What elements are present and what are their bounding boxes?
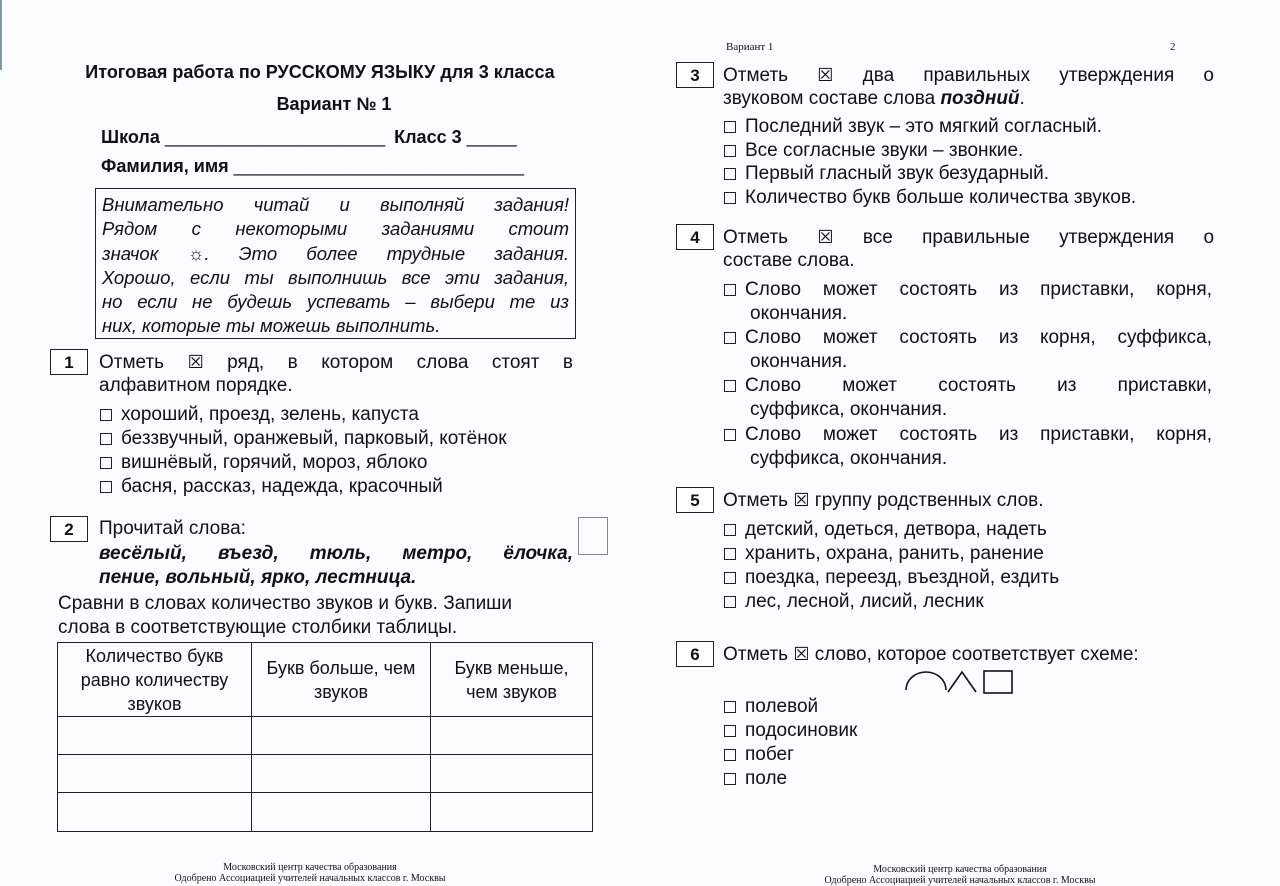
table-row [58, 717, 593, 755]
checkbox-icon[interactable] [724, 596, 736, 608]
q3-keyword: поздний [940, 88, 1020, 109]
header-line: чем звуков [466, 681, 557, 702]
checkbox-icon[interactable] [724, 145, 736, 157]
q1-option-2[interactable] [100, 427, 507, 451]
q5-prompt-text: группу родственных слов. [814, 490, 1044, 511]
checkbox-icon[interactable] [724, 749, 736, 761]
option-text: хранить, охрана, ранить, ранение [745, 543, 1044, 564]
table-cell[interactable] [252, 755, 431, 793]
checkbox-icon[interactable] [724, 429, 736, 441]
q6-option-1[interactable] [724, 695, 818, 719]
q4-option-3[interactable] [724, 374, 1212, 422]
checkbox-icon[interactable] [724, 572, 736, 584]
checkbox-icon[interactable] [724, 701, 736, 713]
sounds-letters-table [57, 642, 593, 832]
table-cell[interactable] [431, 793, 593, 832]
intro-line: но если не будешь успевать – выбери те из [102, 291, 569, 313]
q1-option-3[interactable] [100, 451, 427, 475]
header-line: звуков [127, 693, 182, 714]
word-scheme-icon [902, 664, 1018, 696]
table-header-cell [431, 643, 593, 717]
q4-option-4[interactable] [724, 423, 1212, 471]
q1-prompt-line2: алфавитном порядке. [99, 375, 293, 396]
header-line: равно количеству [80, 669, 229, 690]
q5-prompt-text: Отметь [723, 490, 789, 511]
table-cell[interactable] [58, 717, 252, 755]
class-label: Класс 3 [394, 127, 462, 147]
q3-prompt-text: . [1019, 88, 1025, 109]
option-text: вишнёвый, горячий, мороз, яблоко [121, 452, 428, 473]
checked-box-icon: ☒ [817, 227, 834, 247]
checked-box-icon: ☒ [793, 644, 810, 664]
table-cell[interactable] [58, 755, 252, 793]
q5-option-1[interactable] [724, 518, 1047, 542]
q1-option-4[interactable] [100, 475, 443, 499]
q4-prompt-line2: составе слова. [723, 250, 855, 271]
page-edge-mark [0, 0, 6, 70]
q3-prompt-text: звуковом составе слова [723, 88, 936, 109]
name-line [101, 156, 524, 177]
option-text: суффикса, окончания. [750, 399, 948, 420]
page-number: 2 [1170, 41, 1176, 53]
checkbox-icon[interactable] [724, 332, 736, 344]
option-text: хороший, проезд, зелень, капуста [121, 404, 419, 425]
option-text: лес, лесной, лисий, лесник [745, 591, 984, 612]
checkbox-icon[interactable] [724, 773, 736, 785]
checkbox-icon[interactable] [724, 121, 736, 133]
q5-option-2[interactable] [724, 542, 1044, 566]
checkbox-icon[interactable] [724, 380, 736, 392]
left-page [0, 0, 640, 882]
q1-option-1[interactable] [100, 403, 419, 427]
q2-instruction-line1: Сравни в словах количество звуков и букв. Запиши [58, 593, 513, 614]
q6-prompt-text: слово, которое соответствует схеме: [814, 644, 1139, 665]
q3-prompt-line2 [723, 87, 1025, 111]
q4-prompt-text: все правильные утверждения о [862, 227, 1215, 248]
q3-prompt-line1 [723, 63, 1214, 88]
table-row [58, 755, 593, 793]
q4-option-1[interactable] [724, 278, 1212, 326]
q4-option-2[interactable] [724, 326, 1212, 374]
class-field[interactable]: _____ [466, 127, 517, 147]
table-header-row [58, 643, 593, 717]
q3-option-1[interactable] [724, 115, 1102, 139]
prefix-arc [906, 672, 946, 690]
option-text: окончания. [750, 351, 848, 372]
option-text: Последний звук – это мягкий согласный. [745, 116, 1103, 137]
q6-option-2[interactable] [724, 719, 857, 743]
option-text: поле [745, 768, 788, 789]
checkbox-icon[interactable] [724, 168, 736, 180]
header-variant: Вариант 1 [726, 41, 774, 53]
checkbox-icon[interactable] [100, 457, 112, 469]
footer-line: Московский центр качества образования [223, 862, 397, 873]
table-header-cell [252, 643, 431, 717]
score-box[interactable] [578, 517, 608, 555]
variant-label: Вариант № 1 [276, 94, 392, 114]
q5-prompt [723, 488, 1044, 513]
ending-box [984, 671, 1012, 693]
footer-line: Одобрено Ассоциацией учителей начальных классов г. Москвы [824, 875, 1096, 886]
checkbox-icon[interactable] [724, 524, 736, 536]
school-line [101, 127, 517, 148]
intro-line: них, которые ты можешь выполнить. [102, 315, 441, 337]
q5-option-3[interactable] [724, 566, 1059, 590]
right-page [640, 0, 1280, 886]
q3-option-3[interactable] [724, 162, 1049, 186]
intro-line: Внимательно читай и выполняй задания! [102, 194, 569, 215]
checkbox-icon[interactable] [100, 481, 112, 493]
checkbox-icon[interactable] [724, 725, 736, 737]
question-number-6: 6 [676, 641, 714, 667]
worksheet-title [0, 62, 640, 83]
q2-prompt: Прочитай слова: [99, 518, 246, 539]
checked-box-icon: ☒ [793, 490, 810, 510]
q4-prompt-text: Отметь [723, 227, 789, 248]
option-text: Слово может состоять из приставки, корня, [745, 279, 1212, 300]
checkbox-icon[interactable] [100, 433, 112, 445]
q6-prompt-text: Отметь [723, 644, 789, 665]
option-text: побег [745, 744, 795, 765]
option-text: Слово может состоять из приставки, [745, 375, 1212, 396]
option-text: Слово может состоять из приставки, корня, [745, 424, 1212, 445]
title-text: Итоговая работа по РУССКОМУ ЯЗЫКУ для 3 класса [85, 62, 555, 82]
question-number-1: 1 [50, 349, 88, 375]
name-label: Фамилия, имя [101, 156, 229, 176]
q4-prompt-line1 [723, 225, 1214, 250]
q1-prompt-text: Отметь [99, 352, 165, 373]
table-row [58, 793, 593, 832]
right-footer [800, 864, 1120, 886]
option-text: Первый гласный звук безударный. [745, 163, 1050, 184]
intro-line: Хорошо, если ты выполнишь все эти задания, [102, 266, 569, 288]
table-cell[interactable] [252, 793, 431, 832]
q2-instruction-line2: слова в соответствующие столбики таблицы. [58, 617, 458, 638]
question-number-5: 5 [676, 487, 714, 513]
name-field[interactable]: _____________________________ [233, 156, 524, 176]
q1-prompt-line1 [99, 350, 573, 375]
footer-line: Московский центр качества образования [873, 864, 1047, 875]
header-line: Букв больше, чем [266, 657, 416, 678]
q2-words-line1: весёлый, въезд, тюль, метро, ёлочка, [99, 543, 573, 564]
question-number-4: 4 [676, 224, 714, 250]
option-text: полевой [745, 696, 819, 717]
checked-box-icon: ☒ [187, 352, 204, 372]
header-line: звуков [313, 681, 369, 702]
option-text: беззвучный, оранжевый, парковый, котёнок [121, 428, 507, 449]
q5-option-4[interactable] [724, 590, 984, 614]
header-line: Букв меньше, [454, 657, 569, 678]
table-cell[interactable] [58, 793, 252, 832]
checkbox-icon[interactable] [724, 548, 736, 560]
q6-option-3[interactable] [724, 743, 794, 767]
option-text: подосиновик [745, 720, 858, 741]
table-cell[interactable] [252, 717, 431, 755]
checkbox-icon[interactable] [724, 192, 736, 204]
checkbox-icon[interactable] [724, 284, 736, 296]
suffix-caret [948, 672, 976, 692]
q2-words-line2: пение, вольный, ярко, лестница. [99, 567, 417, 588]
question-number-3: 3 [676, 62, 714, 88]
q6-option-4[interactable] [724, 767, 787, 791]
school-field[interactable]: ______________________ [164, 127, 386, 147]
option-text: поездка, переезд, въездной, ездить [745, 567, 1060, 588]
table-cell[interactable] [431, 755, 593, 793]
left-footer [150, 862, 470, 884]
checked-box-icon: ☒ [817, 65, 834, 85]
option-text: окончания. [750, 303, 848, 324]
option-text: Все согласные звуки – звонкие. [745, 140, 1024, 161]
option-text: Слово может состоять из корня, суффикса, [745, 327, 1212, 348]
q3-prompt-text: Отметь [723, 65, 789, 86]
q3-option-4[interactable] [724, 186, 1136, 210]
option-text: суффикса, окончания. [750, 448, 948, 469]
option-text: детский, одеться, детвора, надеть [745, 519, 1047, 540]
table-header-cell [58, 643, 252, 717]
option-text: Количество букв больше количества звуков. [745, 187, 1137, 208]
question-number-2: 2 [50, 516, 88, 542]
q3-prompt-text: два правильных утверждения о [862, 65, 1214, 86]
option-text: басня, рассказ, надежда, красочный [121, 476, 443, 497]
footer-line: Одобрено Ассоциацией учителей начальных классов г. Москвы [174, 873, 446, 884]
q1-prompt-text: ряд, в котором слова стоят в [227, 352, 573, 373]
header-line: Количество букв [85, 645, 224, 666]
checkbox-icon[interactable] [100, 409, 112, 421]
instructions-box [95, 188, 576, 339]
table-cell[interactable] [431, 717, 593, 755]
intro-line: значок ☼. Это более трудные задания. [102, 242, 569, 264]
school-label: Школа [101, 127, 160, 147]
q3-option-2[interactable] [724, 139, 1023, 163]
intro-line: Рядом с некоторыми заданиями стоит [102, 218, 569, 240]
